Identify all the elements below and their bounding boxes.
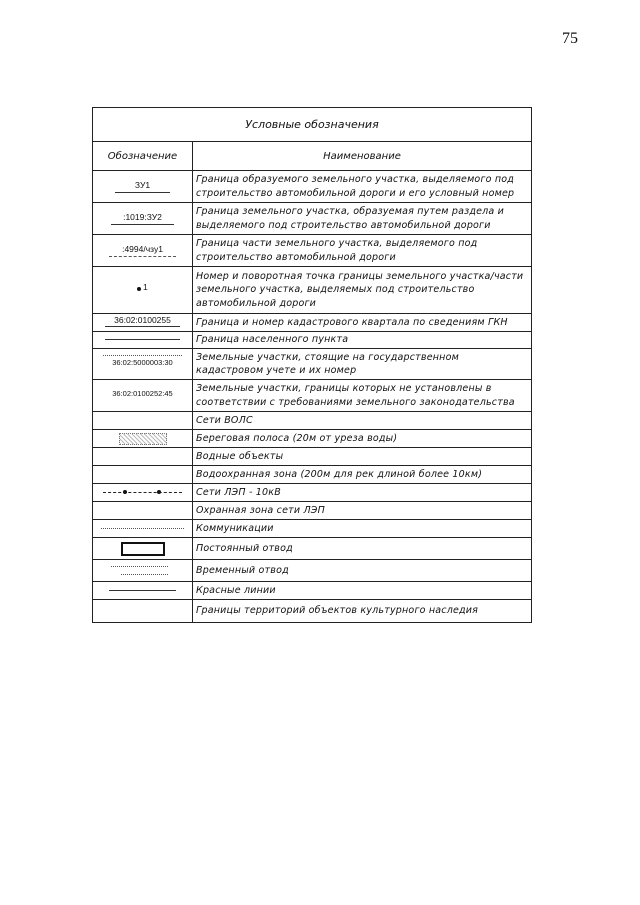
legend-row	[93, 502, 531, 520]
row-text: Постоянный отвод	[196, 542, 293, 554]
legend-row	[93, 267, 531, 314]
symbol-cell	[93, 314, 193, 331]
symbol-cell	[93, 380, 193, 411]
utilities-symbol	[93, 520, 192, 537]
registered-plot-symbol	[93, 349, 192, 379]
row-text: Земельные участки, стоящие на государственном кадастровом учете и их номер	[196, 351, 459, 376]
row-text: Граница земельного участка, образуемая путем раздела и выделяемого под строительство автомобильной дороги	[196, 206, 505, 231]
shore-strip-symbol	[93, 430, 192, 447]
row-text: Водоохранная зона (200м для рек длиной более 10км)	[196, 468, 483, 480]
turning-point-symbol	[93, 267, 192, 313]
row-text: Коммуникации	[196, 522, 274, 534]
settlement-boundary-symbol	[93, 332, 192, 348]
legend-row	[93, 235, 531, 267]
dotted-line	[103, 355, 182, 356]
symbol-cell	[93, 466, 193, 483]
row-text: Граница и номер кадастрового квартала по сведениям ГКН	[196, 316, 508, 328]
header-name: Наименование	[323, 150, 401, 162]
symbol-cell	[93, 502, 193, 519]
symbol-cell	[93, 267, 193, 313]
header-designation: Обозначение	[93, 142, 193, 170]
boundary-line	[105, 326, 180, 327]
permanent-allotment-symbol	[93, 538, 192, 559]
page-number: 75	[562, 30, 578, 47]
legend-row	[93, 430, 531, 448]
symbol-cell	[93, 582, 193, 599]
symbol-cell	[93, 484, 193, 501]
symbol-label: :4994/чзу1	[122, 244, 163, 254]
symbol-cell	[93, 430, 193, 447]
hatch-swatch-icon	[119, 433, 167, 445]
row-text: Граница образуемого земельного участка, выделяемого под строительство автомобильной дороги и его условный номер	[196, 174, 515, 199]
power-line-symbol	[93, 484, 192, 501]
legend-row	[93, 349, 531, 380]
legend-row	[93, 600, 531, 622]
pole-dot-icon	[123, 490, 127, 494]
boundary-line	[115, 192, 170, 193]
row-text: Земельные участки, границы которых не установлены в соответствии с требованиями земельного законодательства	[196, 383, 515, 408]
symbol-cell	[93, 332, 193, 348]
row-text: Номер и поворотная точка границы земельного участка/части земельного участка, выделяемых под строительство автомобильной дороги	[196, 270, 524, 309]
row-text: Границы территорий объектов культурного наследия	[196, 605, 479, 617]
dotted-line	[101, 528, 184, 529]
plot-boundary-symbol	[93, 171, 192, 202]
boundary-line	[105, 339, 180, 340]
legend-row	[93, 466, 531, 484]
dotted-line	[111, 566, 168, 567]
legend-row	[93, 314, 531, 332]
symbol-label: ЗУ1	[134, 180, 151, 190]
row-text: Водные объекты	[196, 450, 284, 462]
legend-header-row	[93, 142, 531, 171]
red-lines-symbol	[93, 582, 192, 599]
symbol-cell	[93, 560, 193, 581]
legend-table	[92, 107, 532, 623]
power-line	[103, 492, 182, 493]
legend-row	[93, 380, 531, 412]
row-text: Временный отвод	[196, 564, 289, 576]
unregistered-plot-symbol	[93, 380, 192, 411]
symbol-cell	[93, 171, 193, 202]
boundary-line	[109, 590, 176, 591]
row-text: Красные линии	[196, 584, 276, 596]
symbol-label: :1019:ЗУ2	[123, 212, 162, 222]
legend-row	[93, 560, 531, 582]
row-text: Сети ЛЭП - 10кВ	[196, 486, 281, 498]
dashed-line	[109, 256, 176, 257]
legend-row	[93, 412, 531, 430]
boundary-line	[111, 224, 174, 225]
symbol-cell	[93, 538, 193, 559]
symbol-cell	[93, 448, 193, 465]
row-text: Граница населенного пункта	[196, 334, 349, 346]
symbol-label: 1	[143, 282, 148, 292]
symbol-label: 36:02:0100255	[114, 315, 171, 325]
symbol-label: 36:02:5000003:30	[112, 358, 173, 367]
pole-dot-icon	[157, 490, 161, 494]
symbol-cell	[93, 600, 193, 622]
symbol-cell	[93, 203, 193, 234]
row-text: Береговая полоса (20м от уреза воды)	[196, 432, 398, 444]
legend-row	[93, 332, 531, 349]
row-text: Сети ВОЛС	[196, 414, 253, 426]
legend-row	[93, 538, 531, 560]
dotted-line	[121, 574, 168, 575]
symbol-label: 36:02:0100252:45	[112, 389, 173, 398]
symbol-cell	[93, 349, 193, 379]
row-text: Граница части земельного участка, выделяемого под строительство автомобильной дороги	[196, 238, 478, 263]
row-text: Охранная зона сети ЛЭП	[196, 504, 325, 516]
legend-row	[93, 171, 531, 203]
legend-row	[93, 582, 531, 600]
legend-row	[93, 520, 531, 538]
legend-row	[93, 484, 531, 502]
plot-part-symbol	[93, 235, 192, 266]
cadastral-quarter-symbol	[93, 314, 192, 331]
thick-rectangle-icon	[121, 542, 165, 556]
legend-row	[93, 203, 531, 235]
temporary-allotment-symbol	[93, 560, 192, 581]
legend-title: Условные обозначения	[93, 108, 531, 142]
symbol-cell	[93, 412, 193, 429]
symbol-cell	[93, 520, 193, 537]
legend-row	[93, 448, 531, 466]
split-plot-symbol	[93, 203, 192, 234]
symbol-cell	[93, 235, 193, 266]
point-dot-icon	[137, 287, 141, 291]
